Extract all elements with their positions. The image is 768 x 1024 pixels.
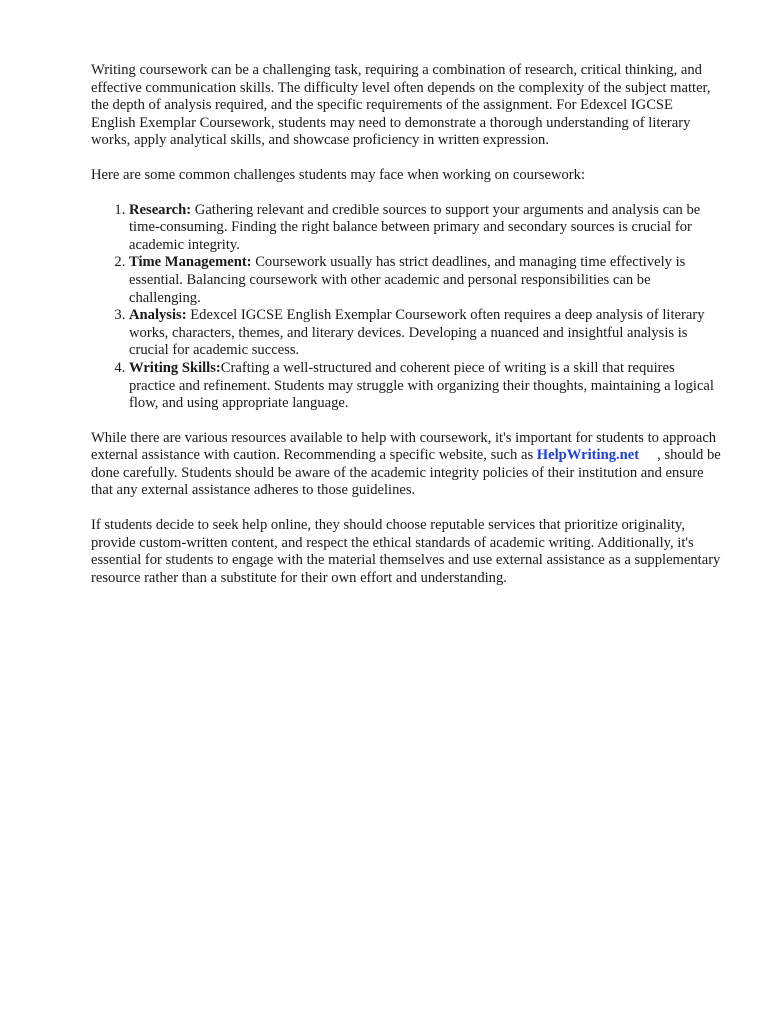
list-item-title: Analysis: [129,307,187,324]
list-item-text: Edexcel IGCSE English Exemplar Coursework often requires a deep analysis of literary works, characters, themes, and literary devices. Developing a nuanced and insightful analysis is crucial for academic success. [129,307,705,359]
list-item-title: Writing Skills: [129,359,221,376]
challenges-list [91,202,721,413]
challenges-intro: Here are some common challenges students may face when working on coursework: [91,166,585,183]
list-item-title: Time Management: [129,254,252,271]
resources-text-before-link: While there are various resources available to help with coursework, it's important for students to approach external assistance with caution. Recommending a specific website, such as [91,429,717,464]
document-page [91,62,721,604]
intro-paragraph: Writing coursework can be a challenging task, requiring a combination of research, critical thinking, and effective communication skills. The difficulty level often depends on the complexity of the subject matter, the depth of analysis required, and the specific requirements of the assignment. For Edexcel IGCSE English Exemplar Coursework, students may need to demonstrate a thorough understanding of literary works, apply analytical skills, and showcase proficiency in written expression. [91,62,711,149]
list-item-title: Research: [129,201,192,218]
list-item [129,202,721,255]
list-item-text: Gathering relevant and credible sources to support your arguments and analysis can be time-consuming. Finding the right balance between primary and secondary sources is crucial for academic integrity. [129,201,701,253]
list-item [129,254,721,307]
helpwriting-link[interactable]: HelpWriting.net [536,447,640,464]
resources-text-after-link: , should be done carefully. Students should be aware of the academic integrity policies of their institution and ensure that any external assistance adheres to those guidelines. [91,447,721,499]
list-item-text: Coursework usually has strict deadlines, and managing time effectively is essential. Balancing coursework with other academic and personal responsibilities can be challenging. [129,254,686,306]
list-item [129,360,721,413]
closing-paragraph: If students decide to seek help online, they should choose reputable services that prioritize originality, provide custom-written content, and respect the ethical standards of academic writing. Additionally, it's essential for students to engage with the material themselves and use external assistance as a supplementary resource rather than a substitute for their own effort and understanding. [91,517,721,586]
resources-paragraph [91,430,721,500]
list-item-text: Crafting a well-structured and coherent piece of writing is a skill that requires practice and refinement. Students may struggle with organizing their thoughts, maintaining a logical flow, and using appropriate language. [129,359,714,412]
list-item [129,307,721,360]
